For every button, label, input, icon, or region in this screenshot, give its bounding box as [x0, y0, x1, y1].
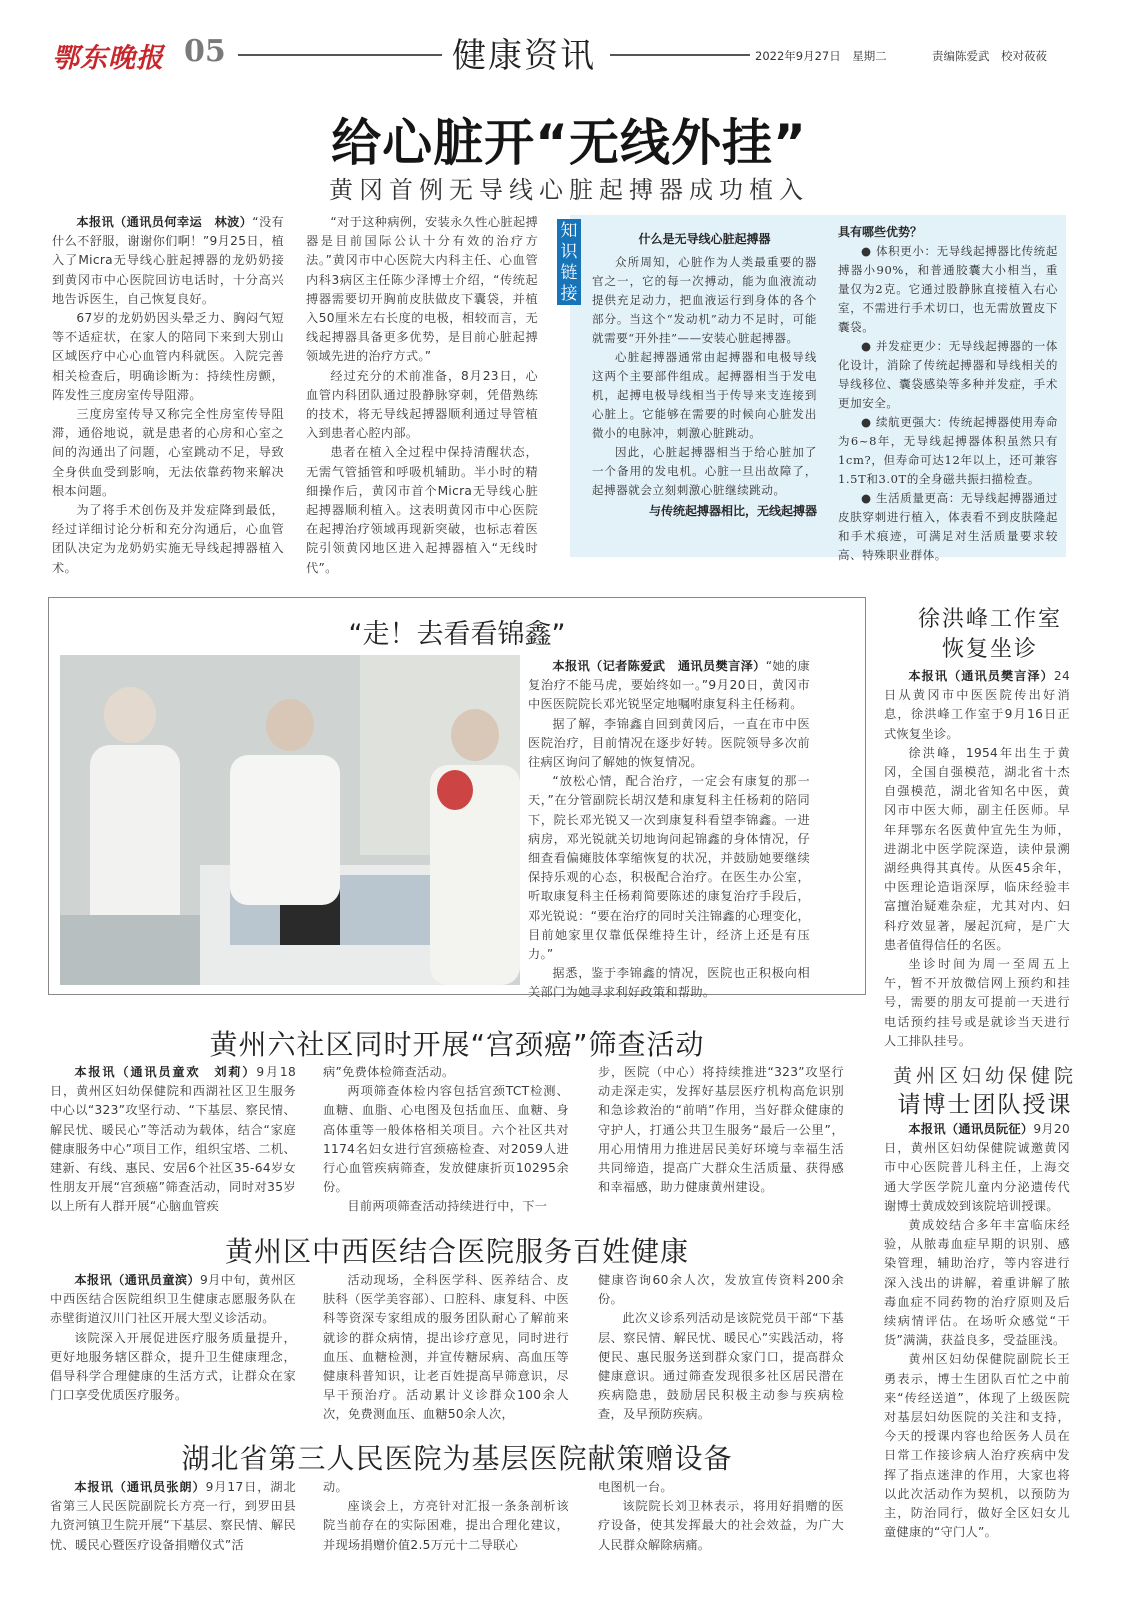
article-paragraph: 坐诊时间为周一至周五上午，暂不开放微信网上预约和挂号，需要的朋友可提前一天进行电话预约挂号或是就诊当天进行人工排队挂号。 — [884, 957, 1070, 1048]
donation-column-3 — [598, 1478, 844, 1555]
screening-column-2 — [323, 1063, 569, 1217]
article-paragraph: “对于这种病例，安装永久性心脏起搏器是目前国际公认十分有效的治疗方法。”黄冈市中心医院大内科主任、心血管内科3病区主任陈少泽博士介绍，“传统起搏器需要切开胸前皮肤做皮下囊袋，并植入50厘米左右长度的电极，相较而言，无线起搏器具备更多优势，是目前心脏起搏领域先进的治疗方式。” — [306, 215, 538, 364]
byline: 本报讯（通讯员张朗） — [74, 1480, 206, 1494]
side-story-2-title — [880, 1063, 1090, 1121]
byline: 本报讯（通讯员阮征） — [908, 1122, 1034, 1136]
article-paragraph: 动。 — [323, 1480, 348, 1494]
knowledge-column-2 — [838, 223, 1058, 565]
article-paragraph: 目前两项筛查活动持续进行中，下一 — [347, 1199, 548, 1214]
article-paragraph: 黄成姣结合多年丰富临床经验，从脓毒血症早期的识别、感染管理，辅助治疗，等内容进行深入浅出的讲解，着重讲解了脓毒血症不同药物的治疗原则及后续病情评估。在场听众感觉“干货”满满，获益良多，受益匪浅。 — [884, 1218, 1070, 1348]
framed-story-title: “走！去看看锦鑫” — [348, 619, 566, 650]
paragraph-text: 9月中旬，黄州区中西医结合医院组织卫生健康志愿服务队在赤壁街道汉川门社区开展大型义诊活动。 — [50, 1273, 297, 1326]
side-story-1-title — [885, 605, 1095, 665]
lead-column-1 — [52, 213, 284, 578]
screening-column-3 — [598, 1063, 844, 1197]
photo-illustration — [60, 655, 520, 985]
newspaper-logo: 鄂东晚报 — [52, 43, 164, 74]
knowledge-paragraph: 众所周知，心脏作为人类最重要的器官之一，它的每一次搏动，能为血液流动提供充足动力，把血液运行到身体的各个部分。当这个“发动机”动力不足时，可能就需要“开外挂”——安装心脏起搏器。 — [592, 255, 817, 345]
screening-column-1 — [50, 1063, 296, 1217]
screening-story-title: 黄州六社区同时开展“宫颈癌”筛查活动 — [209, 1028, 705, 1061]
advantage-item: ● 生活质量更高：无导线起搏器通过皮肤穿刺进行植入，体表看不到皮肤隆起和手术痕迹，可满足对生活质量要求较高、特殊职业群体。 — [838, 491, 1058, 562]
article-paragraph — [528, 657, 810, 715]
article-paragraph: 病”免费体检筛查活动。 — [323, 1065, 455, 1079]
knowledge-question-2-end: 具有哪些优势？ — [838, 225, 923, 239]
masthead-rule-right — [610, 54, 750, 56]
article-paragraph: 徐洪峰，1954年出生于黄冈，全国自强模范，湖北省十杰自强模范，湖北省知名中医，黄冈市中医大师，副主任医师。早年拜鄂东名医黄仲宣先生为师，进湖北中医学院深造，读仲景溯湖经典得其真传。从医45余年，中医理论造诣深厚，临床经验丰富擅治疑难杂症，尤其对内、妇科疗效显著，屡起沉疴，是广大患者值得信任的名医。 — [884, 745, 1070, 952]
article-paragraph: “放松心情，配合治疗，一定会有康复的那一天，”在分管副院长胡汉楚和康复科主任杨莉的陪同下，院长邓光锐又一次到康复科看望李锦鑫。一进病房，邓光锐就关切地询问起锦鑫的身体情况，仔细查看偏瘫肢体挛缩恢复的状况，并鼓励她要继续保持乐观的心态，积极配合治疗。在医生办公室，听取康复科主任杨莉简要陈述的康复治疗手段后，邓光锐说：“要在治疗的同时关注锦鑫的心理变化，目前她家里仅靠低保维持生计，经济上还是有压力。” — [528, 774, 810, 962]
article-paragraph: 活动现场，全科医学科、医养结合、皮肤科（医学美容部）、口腔科、康复科、中医科等资深专家组成的服务团队耐心了解前来就诊的群众病情，提出诊疗意见，同时进行血压、血糖检测，并宣传糖尿病、高血压等健康科普知识，让老百姓提高早筛意识，尽早干预治疗。活动累计义诊群众100余人次，免费测血压、血糖50余人次， — [323, 1273, 569, 1422]
hospital-visit-photo — [60, 655, 520, 985]
article-paragraph: 黄州区妇幼保健院副院长王勇表示，博士生团队百忙之中前来“传经送道”，体现了上级医院对基层妇幼医院的关注和支持，今天的授课内容也给医务人员在日常工作接诊病人治疗疾病中发挥了指点迷津的作用，大家也将以此次活动作为契机，以预防为主，防治同行，做好全区妇女儿童健康的“守门人”。 — [884, 1352, 1070, 1540]
article-paragraph: 为了将手术创伤及并发症降到最低，经过详细讨论分析和充分沟通后，心血管团队决定为龙奶奶实施无导线起搏器植入术。 — [52, 503, 284, 575]
article-paragraph: 该院深入开展促进医疗服务质量提升，更好地服务辖区群众，提升卫生健康理念，倡导科学合理健康的生活方式，让群众在家门口享受优质医疗服务。 — [50, 1330, 296, 1403]
page-number: 05 — [184, 34, 226, 69]
byline: 本报讯（通讯员何幸运 林波） — [76, 215, 253, 229]
article-paragraph: 座谈会上，方亮针对汇报一条条剖析该院当前存在的实际困难，提出合理化建议，并现场捐赠价值2.5万元十二导联心 — [323, 1499, 569, 1552]
donation-column-2 — [323, 1478, 569, 1555]
knowledge-paragraph: 心脏起搏器通常由起搏器和电极导线这两个主要部件组成。起搏器相当于发电机，起搏电极导线相当于传导来支连接到心脏上。它能够在需要的时候向心脏发出微小的电脉冲，刺激心脏跳动。 — [592, 350, 817, 440]
advantage-item: ● 并发症更少：无导线起搏器的一体化设计，消除了传统起搏器和导线相关的导线移位、囊袋感染等多种并发症，手术更加安全。 — [838, 339, 1058, 410]
paragraph-text: “她的康复治疗不能马虎，要始终如一。”9月20日，黄冈市中医医院院长邓光锐坚定地嘱咐康复科主任杨莉。 — [528, 659, 810, 712]
section-title: 健康资讯 — [452, 36, 596, 76]
article-paragraph: 电图机一台。 — [598, 1480, 673, 1494]
byline: 本报讯（通讯员童滨） — [74, 1273, 201, 1287]
tcm-column-3 — [598, 1271, 844, 1425]
article-paragraph: 67岁的龙奶奶因头晕乏力、胸闷气短等不适症状，在家人的陪同下来到大别山区域医疗中心心血管内科就医。入院完善相关检查后，明确诊断为：持续性房颤，阵发性三度房室传导阻滞。 — [52, 311, 284, 402]
framed-story-text — [528, 657, 810, 1003]
knowledge-question-1: 什么是无导线心脏起搏器 — [638, 232, 771, 246]
article-paragraph — [50, 1063, 296, 1217]
article-paragraph: 据悉，鉴于李锦鑫的情况，医院也正积极向相关部门为她寻求利好政策和帮助。 — [528, 966, 810, 1000]
donation-column-1 — [50, 1478, 296, 1555]
title-line: 恢复坐诊 — [941, 637, 1038, 662]
title-line: 徐洪峰工作室 — [917, 607, 1062, 632]
paragraph-text: 9月17日，湖北省第三人民医院副院长方亮一行，到罗田县九资河镇卫生院开展“下基层、察民情、解民忧、暖民心暨医疗设备捐赠仪式”活 — [50, 1480, 296, 1552]
lead-subhead: 黄冈首例无导线心脏起搏器成功植入 — [329, 176, 809, 204]
article-paragraph: 据了解，李锦鑫自回到黄冈后，一直在市中医医院治疗，目前情况在逐步好转。医院领导多次前往病区询问了解她的恢复情况。 — [528, 716, 810, 770]
article-paragraph: 经过充分的术前准备，8月23日，心血管内科团队通过股静脉穿刺，凭借熟练的技术，将无导线起搏器顺利通过导管植入到患者心腔内部。 — [306, 368, 538, 441]
knowledge-column-1 — [592, 230, 817, 519]
donation-story-title: 湖北省第三人民医院为基层医院献策赠设备 — [181, 1442, 733, 1475]
advantage-item: ● 体积更小：无导线起搏器比传统起搏器小90%，和普通胶囊大小相当，重量仅为2克。它通过股静脉直接植入右心室，不需进行手术切口，也无需放置皮下囊袋。 — [838, 244, 1058, 334]
paragraph-text: 9月20日，黄州区妇幼保健院诚邀黄冈市中心医院普儿科主任，上海交通大学医学院儿童内分泌遗传代谢博士黄成姣到该院培训授课。 — [884, 1122, 1071, 1213]
title-line: 请博士团队授课 — [897, 1092, 1073, 1118]
article-paragraph — [52, 213, 284, 309]
article-paragraph — [884, 1120, 1070, 1216]
masthead-rule-left — [238, 54, 442, 56]
title-line: 黄州区妇幼保健院 — [892, 1065, 1077, 1087]
article-paragraph: 步，医院（中心）将持续推进“323”攻坚行动走深走实，发挥好基层医疗机构高危识别和急诊救治的“前哨”作用，当好群众健康的守护人，打通公共卫生服务“最后一公里”，用心用情用力推进居民美好环境与幸福生活共同缔造，提高广大群众生活质量、获得感和幸福感，助力健康黄州建设。 — [598, 1065, 844, 1195]
article-paragraph: 该院院长刘卫林表示，将用好捐赠的医疗设备，使其发挥最大的社会效益，为广大人民群众解除病痛。 — [598, 1499, 844, 1552]
knowledge-paragraph: 因此，心脏起搏器相当于给心脏加了一个备用的发电机。心脏一旦出故障了，起搏器就会立刻刺激心脏继续跳动。 — [592, 445, 817, 497]
byline: 本报讯（通讯员樊言泽） — [908, 669, 1054, 683]
lead-column-2 — [306, 213, 538, 578]
article-paragraph: 两项筛查体检内容包括宫颈TCT检测、血糖、血脂、心电图及包括血压、血糖、身高体重等一般体格相关项目。六个社区共对1174名妇女进行宫颈癌检查、对2059人进行心血管疾病筛查，发放健康折页10295余份。 — [323, 1084, 569, 1195]
paragraph-text: 9月18日，黄州区妇幼保健院和西湖社区卫生服务中心以“323”攻坚行动、“下基层、察民情、解民忧、暖民心”等活动为载体，结合“家庭健康服务中心”项目工作，组织宝塔、二机、建新、有线、惠民、安居6个社区35-64岁女性朋友开展“宫颈癌”筛查活动，同时对35岁以上所有人群开展“心脑血管疾 — [50, 1065, 296, 1214]
byline: 本报讯（通讯员童欢 刘莉） — [74, 1065, 257, 1079]
paragraph-text: 24日从黄冈市中医医院传出好消息，徐洪峰工作室于9月16日正式恢复坐诊。 — [884, 669, 1070, 741]
issue-date: 2022年9月27日 星期二 — [755, 49, 887, 63]
article-paragraph: 患者在植入全过程中保持清醒状态，无需气管插管和呼吸机辅助。半小时的精细操作后，黄冈市首个Micra无导线心脏起搏器顺利植入。这表明黄冈市中心医院在起搏治疗领域再现新突破，也标志着医院引领黄冈地区进入起搏器植入“无线时代”。 — [306, 445, 538, 575]
tcm-column-1 — [50, 1271, 296, 1405]
article-paragraph: 此次义诊系列活动是该院党员干部“下基层、察民情、解民忧、暖民心”实践活动，将便民、惠民服务送到群众家门口，提高群众健康意识。通过筛查发现很多社区居民潜在疾病隐患，鼓励居民积极主动参与疾病检查，及早预防疾病。 — [598, 1311, 844, 1422]
article-paragraph — [50, 1478, 296, 1555]
side-story-1-text — [884, 667, 1070, 1051]
knowledge-link-tag: 知识链接 — [557, 219, 581, 305]
knowledge-question-2-start: 与传统起搏器相比，无线起搏器 — [648, 504, 817, 518]
article-paragraph: 健康咨询60余人次，发放宣传资料200余份。 — [598, 1273, 844, 1307]
article-paragraph: 三度房室传导又称完全性房室传导阻滞，通俗地说，就是患者的心房和心室之间的沟通出了问题，心室跳动不足，导致全身供血受到影响，无法依靠药物来解决根本问题。 — [52, 407, 284, 498]
editor-credit: 责编陈爱武 校对莜莜 — [932, 49, 1047, 63]
tcm-story-title: 黄州区中西医结合医院服务百姓健康 — [224, 1235, 689, 1268]
advantage-item: ● 续航更强大：传统起搏器使用寿命为6~8年，无导线起搏器体积虽然只有1cm?，但寿命可达12年以上，还可兼容1.5T和3.0T的全身磁共振扫描检查。 — [838, 415, 1058, 486]
lead-headline: 给心脏开“无线外挂” — [331, 114, 807, 172]
tcm-column-2 — [323, 1271, 569, 1425]
article-paragraph — [884, 667, 1070, 744]
paragraph-text: “没有什么不舒服，谢谢你们啊！”9月25日，植入了Micra无导线心脏起搏器的龙奶奶接到黄冈市中心医院回访电话时，十分高兴地告诉医生，自己恢复良好。 — [52, 215, 285, 306]
byline: 本报讯（记者陈爱武 通讯员樊言泽） — [552, 659, 766, 673]
side-story-2-text — [884, 1120, 1070, 1542]
article-paragraph — [50, 1271, 296, 1329]
